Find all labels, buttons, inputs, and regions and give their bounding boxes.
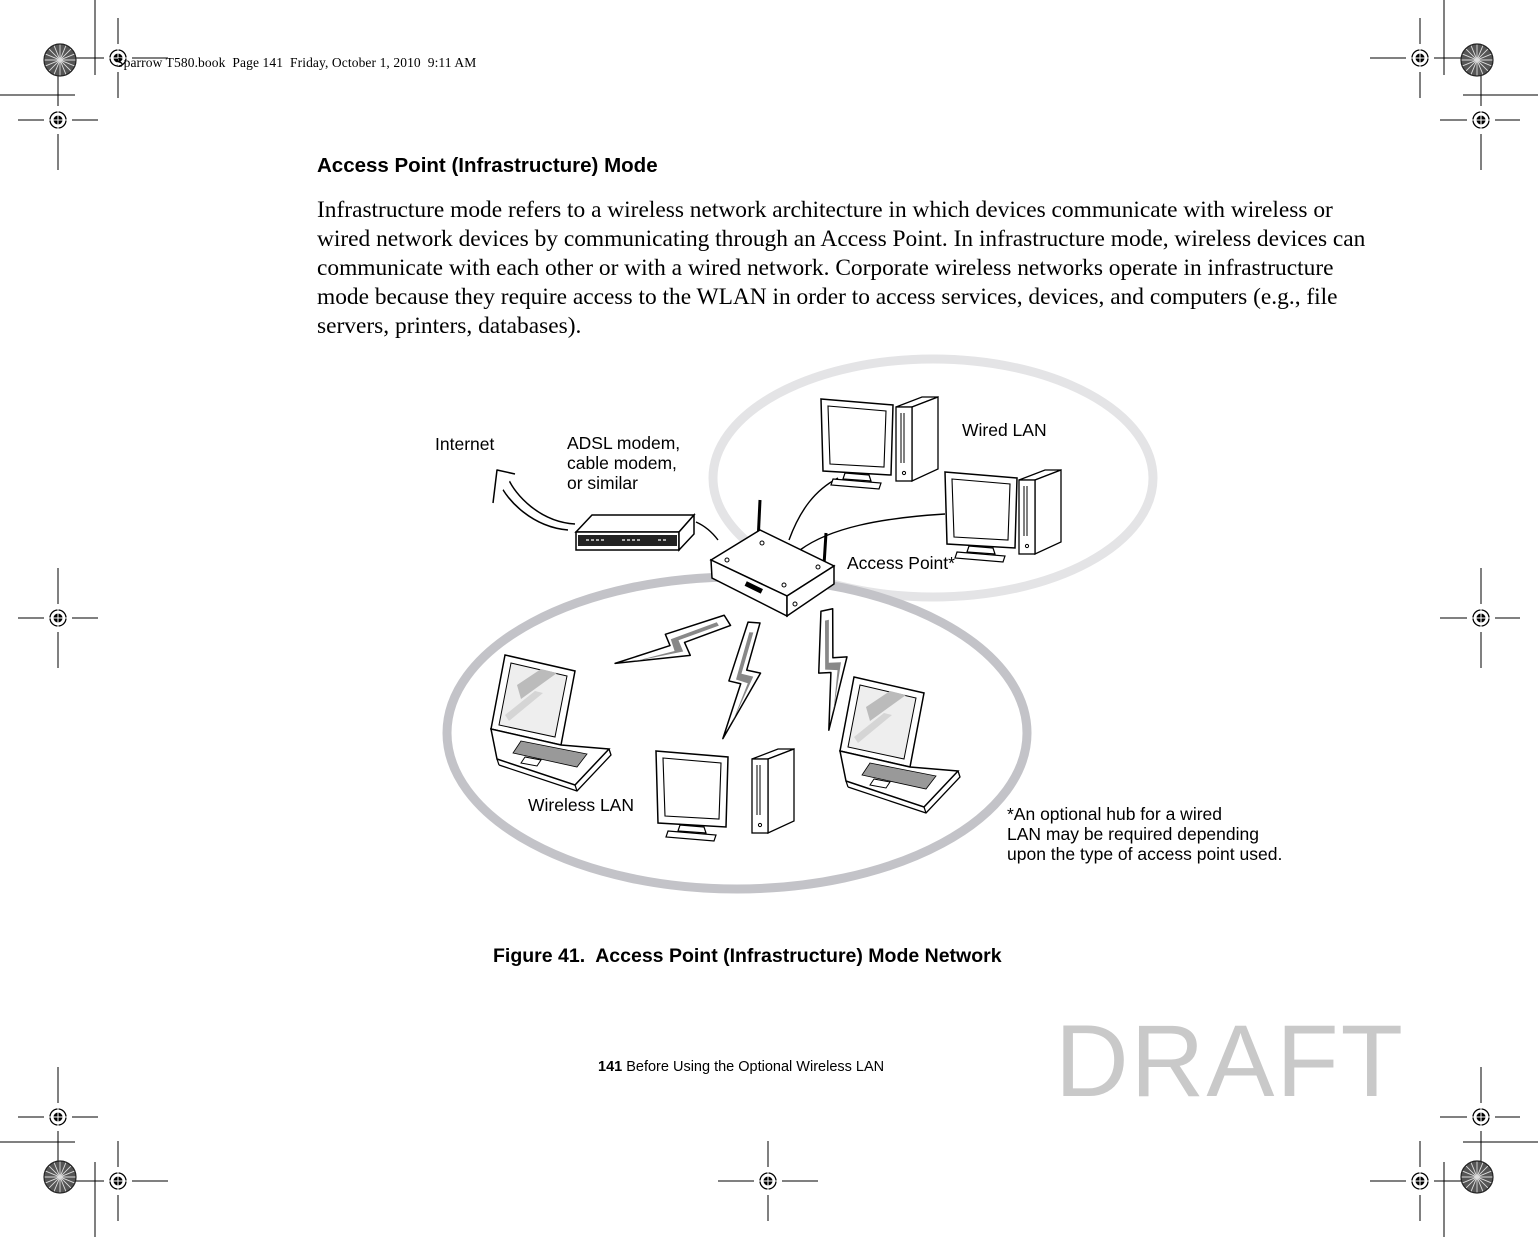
modem-label [567,433,680,493]
figure-caption: Figure 41. Access Point (Infrastructure) Mode Network [493,945,1002,967]
book-header-line: Sparrow T580.book Page 141 Friday, October 1, 2010 9:11 AM [116,55,477,70]
wired-lan-label: Wired LAN [962,420,1047,440]
hub-footnote-line-3: upon the type of access point used. [1007,844,1283,864]
draft-watermark: DRAFT [1055,1004,1405,1118]
hub-footnote-line-2: LAN may be required depending [1007,824,1259,844]
hub-footnote [1007,804,1282,864]
wireless-lan-label: Wireless LAN [528,795,634,815]
section-body: Infrastructure mode refers to a wireless network architecture in which devices communicate with wireless or wired network devices by communicating through an Access Point. In infrastructure mode, wireless devices can communicate with each other or with a wired network. Corporate wireless networks operate in infrastructure mode because they require access to the WLAN in order to access services, devices, and computers (e.g., file servers, printers, databases). [317,197,1366,339]
section-title: Access Point (Infrastructure) Mode [317,154,658,177]
modem-label-line-2: cable modem, [567,453,677,473]
access-point-label: Access Point* [847,553,955,573]
internet-label: Internet [435,434,495,454]
modem-label-line-3: or similar [567,473,638,493]
hub-footnote-line-1: *An optional hub for a wired [1007,804,1222,824]
page-number: 141 [598,1059,623,1075]
page-footer [598,1059,884,1075]
modem-label-line-1: ADSL modem, [567,433,681,453]
footer-title: Before Using the Optional Wireless LAN [622,1059,885,1075]
